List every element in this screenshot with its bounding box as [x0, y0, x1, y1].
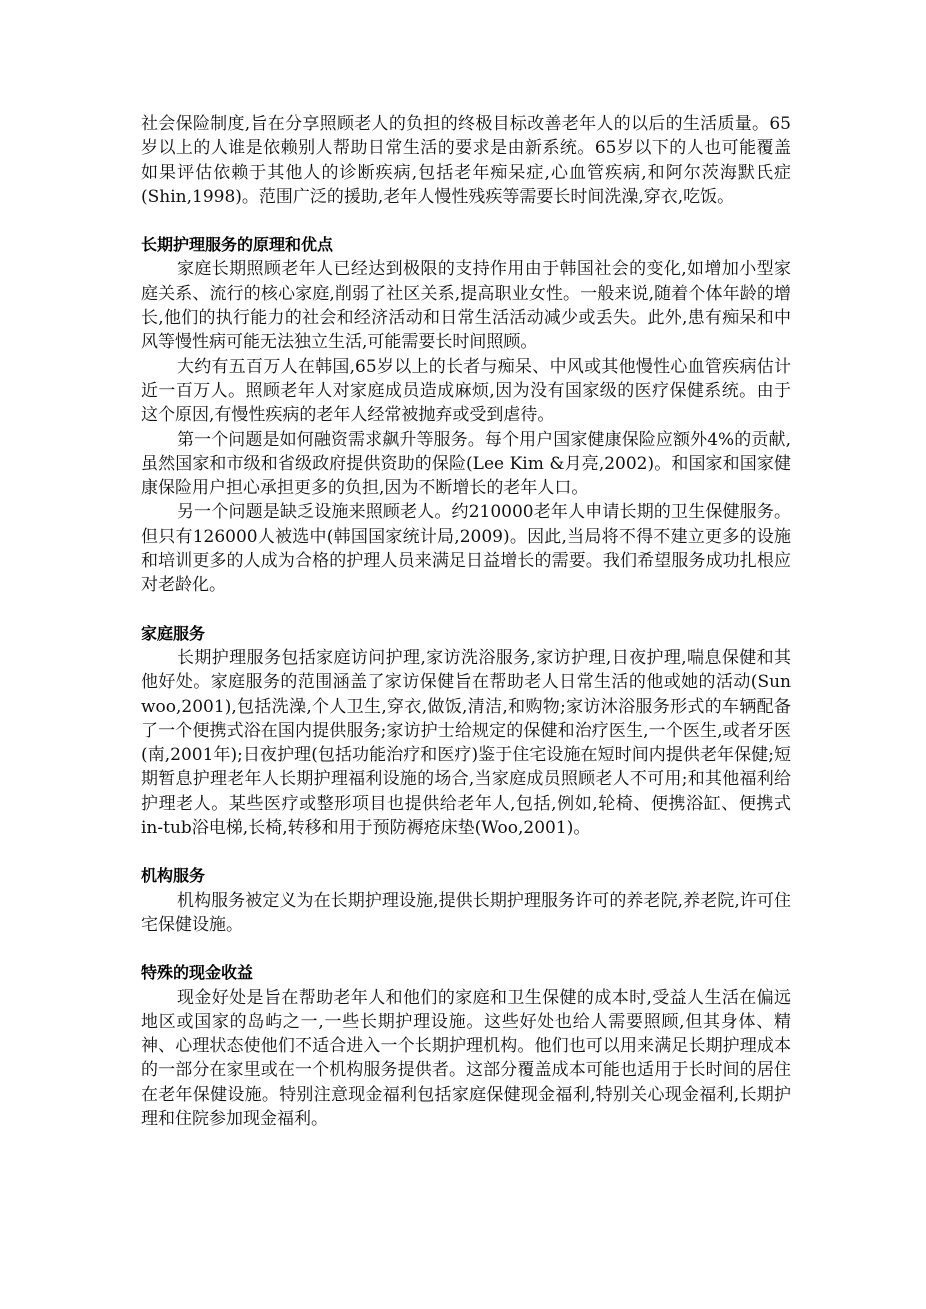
paragraph: 家庭长期照顾老年人已经达到极限的支持作用由于韩国社会的变化,如增加小型家庭关系、流行的核心家庭,削弱了社区关系,提高职业女性。一般来说,随着个体年龄的增长,他们的执行能力的社会和经济活动和日常生活活动减少或丢失。此外,患有痴呆和中风等慢性病可能无法独立生活,可能需要长时间照顾。	[141, 259, 791, 353]
paragraph: 另一个问题是缺乏设施来照顾老人。约210000老年人申请长期的卫生保健服务。但只有126000人被选中(韩国国家统计局,2009)。因此,当局将不得不建立更多的设施和培训更多的人成为合格的护理人员来满足日益增长的需要。我们希望服务成功扎根应对老龄化。	[141, 502, 791, 596]
paragraph: 长期护理服务包括家庭访问护理,家访洗浴服务,家访护理,日夜护理,喘息保健和其他好处。家庭服务的范围涵盖了家访保健旨在帮助老人日常生活的他或她的活动(Sun woo,2001),包括洗澡,个人卫生,穿衣,做饭,清洁,和购物;家访沐浴服务形式的车辆配备了一个便携式浴在国内提供服务;家访护士给规定的保健和治疗医生,一个医生,或者牙医(南,2001年);日夜护理(包括功能治疗和医疗)鉴于住宅设施在短时间内提供老年保健;短期暂息护理老年人长期护理福利设施的场合,当家庭成员照顾老人不可用;和其他福利给护理老人。某些医疗或整形项目也提供给老年人,包括,例如,轮椅、便携浴缸、便携式in-tub浴电梯,长椅,转移和用于预防褥疮床垫(Woo,2001)。	[141, 647, 791, 839]
section-heading-institutional-services: 机构服务	[141, 866, 206, 886]
spacer	[141, 598, 791, 622]
spacer	[141, 937, 791, 961]
section-heading-ltc-principles: 长期护理服务的原理和优点	[141, 235, 334, 255]
paragraph: 第一个问题是如何融资需求飙升等服务。每个用户国家健康保险应额外4%的贡献,虽然国家和市级和省级政府提供资助的保险(Lee Kim &月亮,2002)。和国家和国家健康保险用户担心承担更多的负担,因为不断增长的老年人口。	[141, 429, 791, 499]
paragraph: 现金好处是旨在帮助老年人和他们的家庭和卫生保健的成本时,受益人生活在偏远地区或国家的岛屿之一,一些长期护理设施。这些好处也给人需要照顾,但其身体、精神、心理状态使他们不适合进入一个长期护理机构。他们也可以用来满足长期护理成本的一部分在家里或在一个机构服务提供者。这部分覆盖成本可能也适用于长时间的居住在老年保健设施。特别注意现金福利包括家庭保健现金福利,特别关心现金福利,长期护理和住院参加现金福利。	[141, 987, 791, 1129]
paragraph: 大约有五百万人在韩国,65岁以上的长者与痴呆、中风或其他慢性心血管疾病估计近一百万人。照顾老年人对家庭成员造成麻烦,因为没有国家级的医疗保健系统。由于这个原因,有慢性疾病的老年人经常被抛弃或受到虐待。	[141, 356, 791, 426]
spacer	[141, 840, 791, 864]
spacer	[141, 209, 791, 233]
intro-paragraph: 社会保险制度,旨在分享照顾老人的负担的终极目标改善老年人的以后的生活质量。65岁以上的人谁是依赖别人帮助日常生活的要求是由新系统。65岁以下的人也可能覆盖如果评估依赖于其他人的诊断疾病,包括老年痴呆症,心血管疾病,和阿尔茨海默氏症(Shin,1998)。范围广泛的援助,老年人慢性残疾等需要长时间洗澡,穿衣,吃饭。	[141, 114, 791, 207]
document-page	[141, 112, 791, 1131]
section-heading-cash-benefits: 特殊的现金收益	[141, 963, 254, 983]
paragraph: 机构服务被定义为在长期护理设施,提供长期护理服务许可的养老院,养老院,许可住宅保健设施。	[141, 890, 791, 935]
section-heading-home-services: 家庭服务	[141, 623, 206, 643]
